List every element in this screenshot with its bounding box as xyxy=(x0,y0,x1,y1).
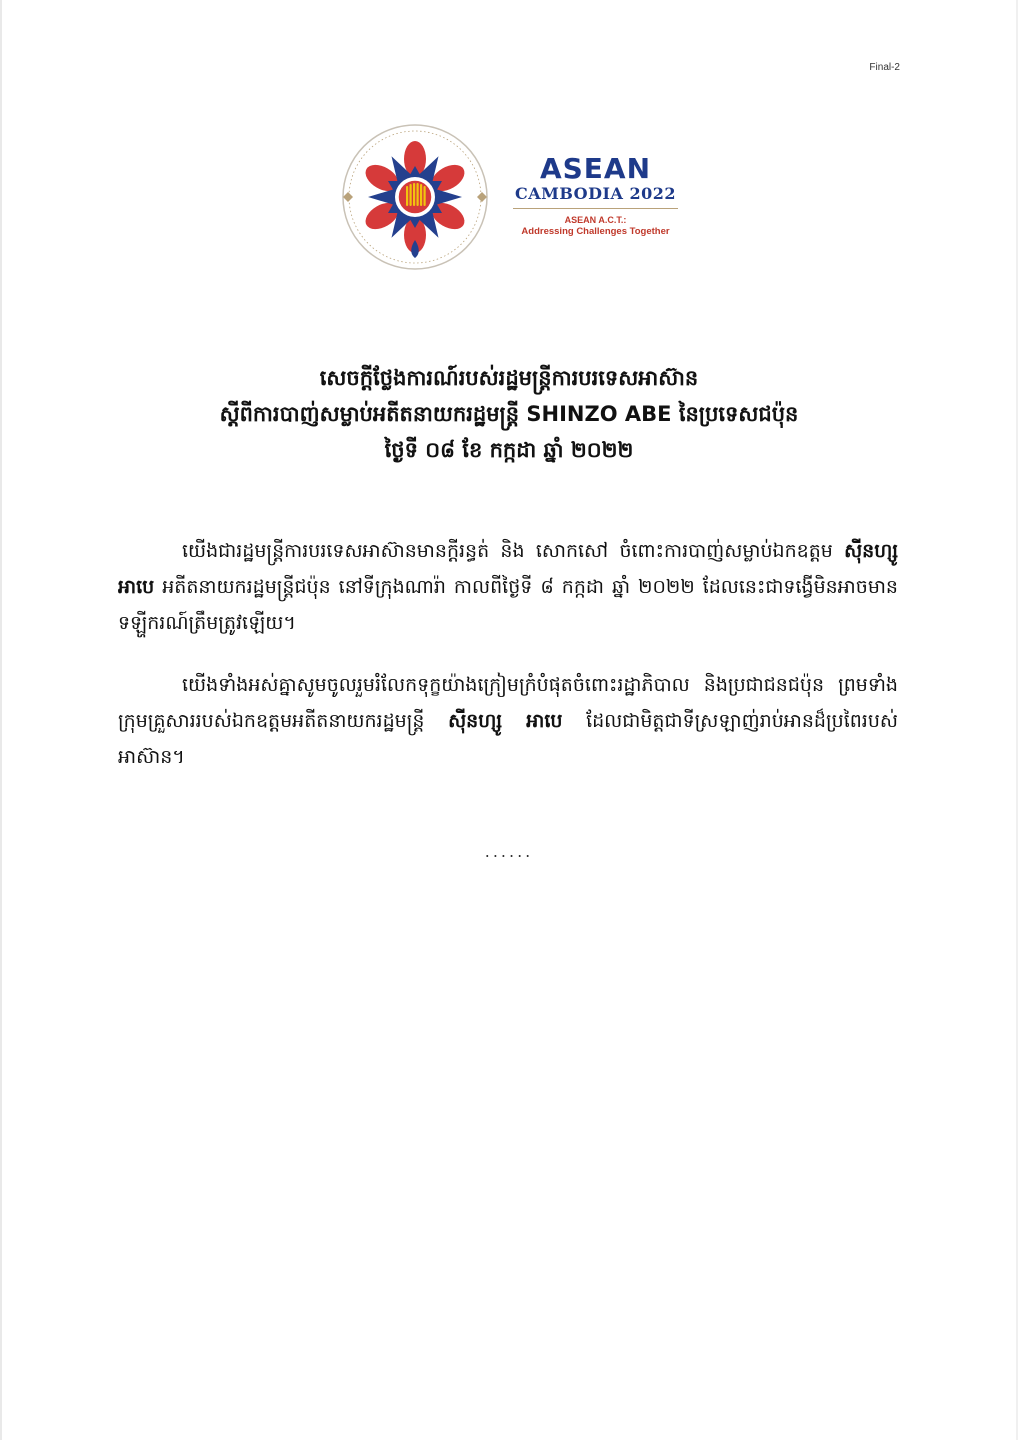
paragraph-2-name-bold: ស៊ីនហ្សូ អាបេ xyxy=(448,710,563,732)
paragraph-condolence-family xyxy=(118,667,898,775)
logo-cambodia-2022-text: CAMBODIA 2022 xyxy=(515,184,676,203)
statement-body xyxy=(118,533,898,801)
logo-divider xyxy=(513,208,678,209)
closing-mark: ...... xyxy=(484,842,534,861)
paragraph-2-text-end: ដែលជាមិត្តជាទីស្រឡាញ់រាប់អានដ៏ប្រពៃរបស់អាស៊ាន។ xyxy=(118,710,898,768)
version-tag: Final-2 xyxy=(869,62,900,73)
asean-lotus-emblem-icon xyxy=(340,122,490,272)
paragraph-1-text-start: យើងជារដ្ឋមន្ត្រីការបរទេសអាស៊ានមានក្តីរន្ធត់ និង សោកសៅ ចំពោះការបាញ់សម្លាប់ឯកឧត្តម xyxy=(182,540,845,562)
paragraph-2-text-start: យើងទាំងអស់គ្នាសូមចូលរួមរំលែកទុក្ខយ៉ាងក្រៀមក្រំបំផុតចំពោះរដ្ឋាភិបាល និងប្រជាជនជប៉ុន ព្រមទាំងក្រុមគ្រួសាររបស់ឯកឧត្តមអតីតនាយករដ្ឋមន្ត្រី xyxy=(118,674,898,732)
logo-tagline-text: Addressing Challenges Together xyxy=(521,226,670,237)
asean-cambodia-2022-logo xyxy=(340,122,685,272)
paragraph-1-name-bold: ស៊ីនហ្សូ អាបេ xyxy=(118,540,898,598)
paragraph-1-text-end: អតីតនាយករដ្ឋមន្ត្រីជប៉ុន នៅទីក្រុងណារ៉ា កាលពីថ្ងៃទី ៨ កក្កដា ឆ្នាំ ២០២២ ដែលនេះជាទង្វើមិនអាចមានទឡ្ហីករណ៍ត្រឹមត្រូវឡើយ។ xyxy=(118,576,898,634)
logo-wordmark xyxy=(508,154,683,238)
paragraph-condolence-shock xyxy=(118,533,898,641)
title-line-3-date: ថ្ងៃទី ០៨ ខែ កក្កដា ឆ្នាំ ២០២២ xyxy=(384,438,634,462)
logo-theme-text: ASEAN A.C.T.: xyxy=(564,215,627,225)
logo-asean-text: ASEAN xyxy=(539,152,652,185)
statement-title xyxy=(110,360,908,468)
title-line-2: ស្តីពីការបាញ់សម្លាប់អតីតនាយករដ្ឋមន្ត្រី SHINZO ABE នៃប្រទេសជប៉ុន xyxy=(219,402,799,426)
title-line-1: សេចក្តីថ្លែងការណ៍របស់រដ្ឋមន្ត្រីការបរទេសអាស៊ាន xyxy=(319,366,699,390)
